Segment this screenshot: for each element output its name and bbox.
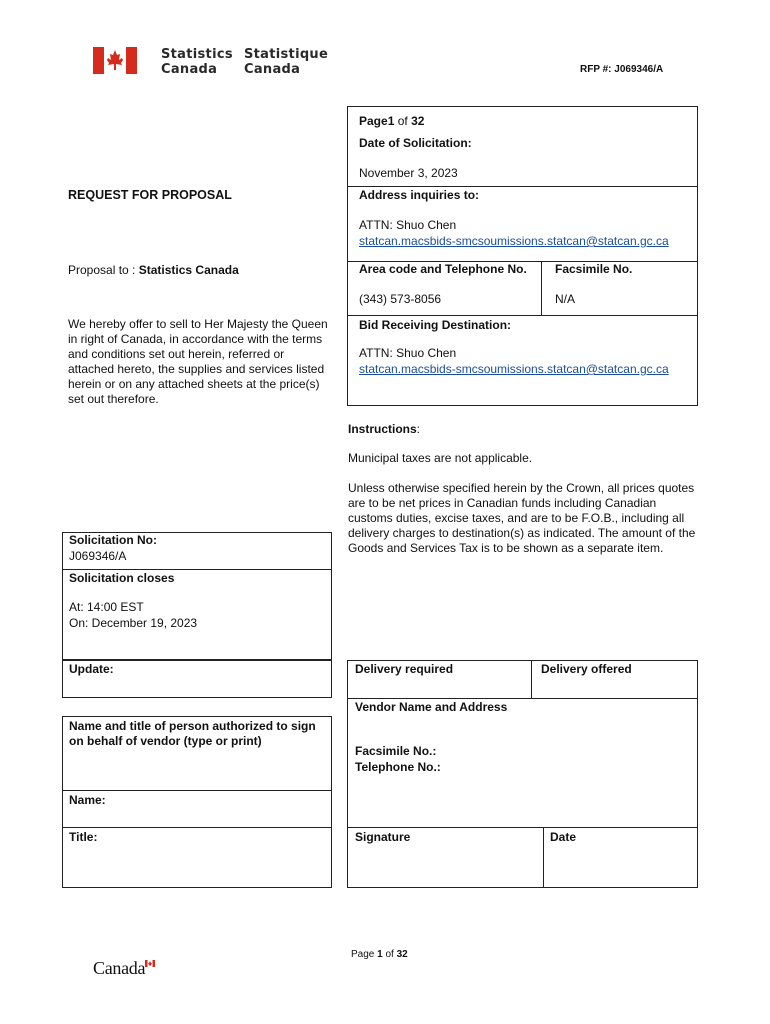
solicitation-info-box (347, 106, 698, 406)
page-of: of (394, 114, 412, 128)
solicitation-closes-on: On: December 19, 2023 (69, 616, 198, 630)
proposal-to (68, 263, 239, 277)
document-title: REQUEST FOR PROPOSAL (68, 188, 232, 202)
page-total: 32 (411, 114, 425, 128)
solicitation-closes-at: At: 14:00 EST (69, 600, 144, 614)
page-label: Page (359, 114, 388, 128)
footer-page-total: 32 (396, 949, 408, 960)
page-num: 1 (387, 114, 395, 128)
address-inquiries-label: Address inquiries to: (359, 188, 480, 202)
instructions-label: Instructions (348, 422, 417, 436)
fax-label: Facsimile No. (555, 262, 633, 276)
instructions-para2: Unless otherwise specified herein by the Crown, all prices quotes are to be net prices in Canadian funds including Canadian customs duties, excise taxes, and are to be F.O.B., including all delivery charges to destination(s) as indicated. The amount of the Goods and Services Tax is to be shown as a separate item. (348, 481, 696, 555)
canada-wordmark-text: Canada (93, 958, 146, 978)
bid-attn: ATTN: Shuo Chen (359, 346, 457, 360)
address-attn: ATTN: Shuo Chen (359, 218, 457, 232)
date-of-solicitation-label: Date of Solicitation: (359, 136, 472, 150)
footer-page-indicator (351, 949, 408, 960)
footer-page-num: 1 (377, 949, 383, 960)
bid-email-link[interactable]: statcan.macsbids-smcsoumissions.statcan@statcan.gc.ca (359, 362, 669, 376)
wordmark-en-line1: Statistics (161, 47, 233, 62)
wordmark-fr-line1: Statistique (244, 47, 329, 62)
canada-flag-icon (93, 47, 137, 74)
vendor-name-address-label: Vendor Name and Address (355, 700, 508, 714)
update-label: Update: (69, 662, 114, 676)
phone-label: Area code and Telephone No. (359, 262, 527, 276)
instructions-heading (348, 422, 420, 436)
delivery-vendor-box[interactable] (347, 660, 698, 888)
offer-text: We hereby offer to sell to Her Majesty the Queen in right of Canada, in accordance with the terms and conditions set out herein, referred or attached hereto, the supplies and services listed herein or on any attached sheets at the price(s) set out therefore. (68, 317, 328, 406)
rfp-number: RFP #: J069346/A (580, 64, 664, 75)
proposal-to-value: Statistics Canada (138, 263, 239, 277)
bid-receiving-label: Bid Receiving Destination: (359, 318, 512, 332)
date-label: Date (550, 830, 577, 844)
proposal-to-label: Proposal to : (68, 263, 139, 277)
statcan-logo (93, 47, 333, 77)
page-indicator (359, 114, 424, 128)
wordmark-fr-line2: Canada (244, 62, 301, 77)
vendor-telephone-label: Telephone No.: (355, 760, 441, 774)
solicitation-no-label: Solicitation No: (69, 533, 157, 547)
instructions-colon: : (416, 422, 421, 436)
delivery-required-label: Delivery required (355, 662, 454, 676)
canada-wordmark (93, 958, 163, 982)
solicitation-no-value: J069346/A (69, 549, 127, 563)
address-email-link[interactable]: statcan.macsbids-smcsoumissions.statcan@statcan.gc.ca (359, 234, 669, 248)
date-of-solicitation-value: November 3, 2023 (359, 166, 458, 180)
authorized-label: Name and title of person authorized to sign on behalf of vendor (type or print) (69, 719, 316, 748)
vendor-fax-label: Facsimile No.: (355, 744, 437, 758)
signature-label: Signature (355, 830, 411, 844)
maple-leaf-flag-icon (145, 960, 155, 967)
wordmark-en-line2: Canada (161, 62, 218, 77)
delivery-offered-label: Delivery offered (541, 662, 632, 676)
name-label: Name: (69, 793, 106, 807)
footer-page-of: of (382, 949, 397, 960)
phone-value: (343) 573-8056 (359, 292, 442, 306)
title-label: Title: (69, 830, 98, 844)
instructions-line1: Municipal taxes are not applicable. (348, 451, 533, 465)
solicitation-closes-label: Solicitation closes (69, 571, 175, 585)
footer-page-label: Page (351, 949, 378, 960)
fax-value: N/A (555, 292, 576, 306)
